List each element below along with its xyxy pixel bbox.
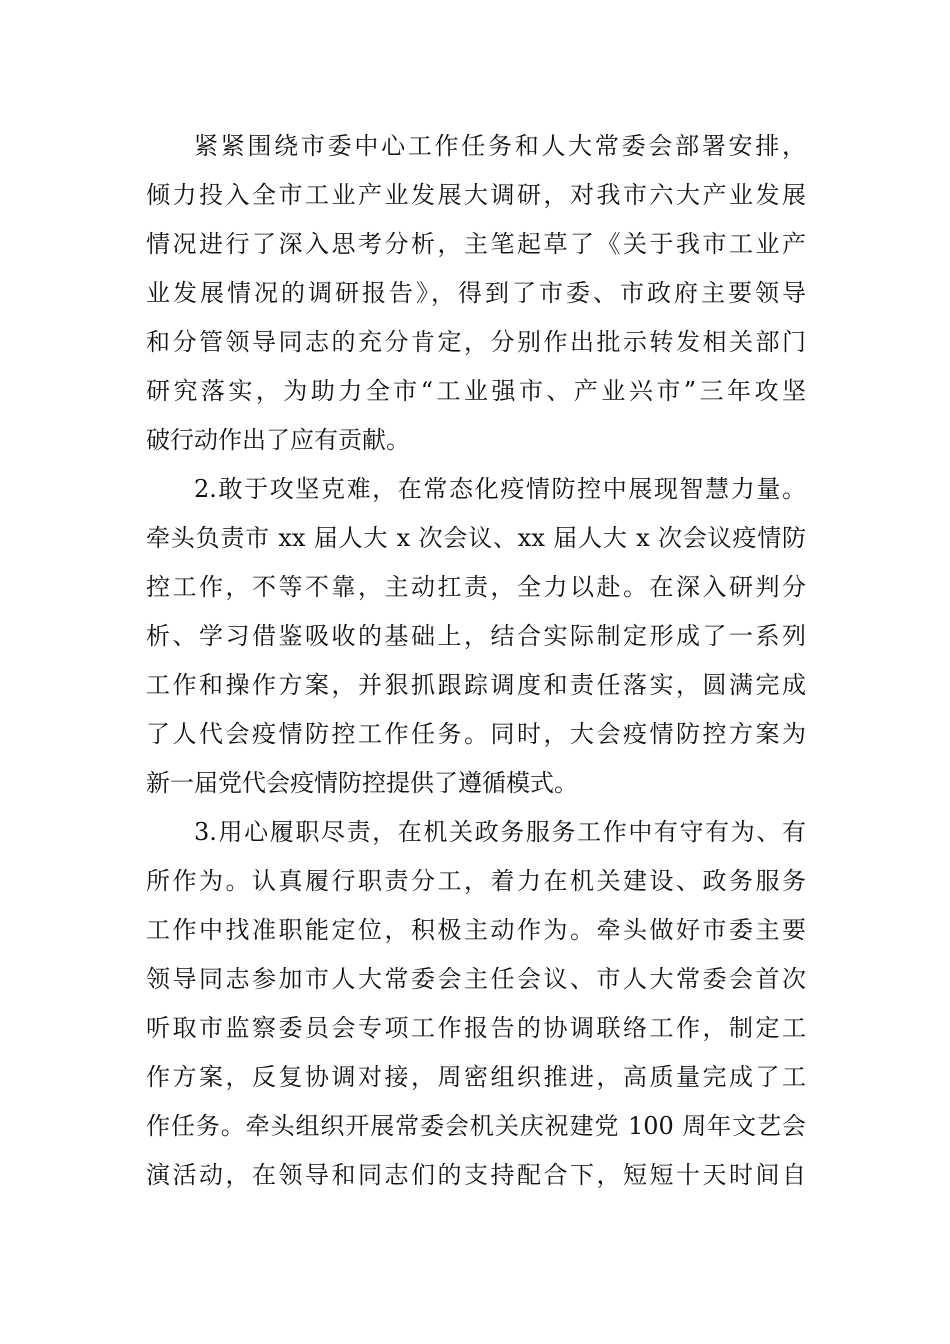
- paragraph-3-line-1: 3.用心履职尽责，在机关政务服务工作中有守有为、有: [194, 818, 806, 846]
- paragraph-2-line-3: 控工作，不等不靠，主动扛责，全力以赴。在深入研判分: [146, 573, 806, 601]
- paragraph-3-line-5: 听取市监察委员会专项工作报告的协调联络工作，制定工: [146, 1014, 806, 1042]
- paragraph-1-line-1: 紧紧围绕市委中心工作任务和人大常委会部署安排，: [194, 132, 806, 160]
- paragraph-3-line-8: 演活动，在领导和同志们的支持配合下，短短十天时间自: [146, 1161, 806, 1189]
- paragraph-3-line-7: 作任务。牵头组织开展常委会机关庆祝建党 100 周年文艺会: [146, 1112, 806, 1140]
- paragraph-1-line-6: 研究落实，为助力全市“工业强市、产业兴市”三年攻坚: [146, 377, 806, 405]
- paragraph-1-line-7: 破行动作出了应有贡献。: [146, 426, 410, 454]
- paragraph-1-line-5: 和分管领导同志的充分肯定，分别作出批示转发相关部门: [146, 328, 806, 356]
- document-body: [146, 122, 806, 1200]
- paragraph-2-line-4: 析、学习借鉴吸收的基础上，结合实际制定形成了一系列: [146, 622, 806, 650]
- paragraph-1-line-3: 情况进行了深入思考分析，主笔起草了《关于我市工业产: [146, 230, 806, 258]
- paragraph-3-line-6: 作方案，反复协调对接，周密组织推进，高质量完成了工: [146, 1063, 806, 1091]
- paragraph-3-line-2: 所作为。认真履行职责分工，着力在机关建设、政务服务: [146, 867, 806, 895]
- paragraph-1-line-4: 业发展情况的调研报告》，得到了市委、市政府主要领导: [146, 279, 806, 307]
- paragraph-3-line-3: 工作中找准职能定位，积极主动作为。牵头做好市委主要: [146, 916, 806, 944]
- paragraph-2-line-6: 了人代会疫情防控工作任务。同时，大会疫情防控方案为: [146, 720, 806, 748]
- paragraph-3-line-4: 领导同志参加市人大常委会主任会议、市人大常委会首次: [146, 965, 806, 993]
- paragraph-2-line-7: 新一届党代会疫情防控提供了遵循模式。: [146, 769, 578, 797]
- paragraph-2-line-1: 2.敢于攻坚克难，在常态化疫情防控中展现智慧力量。: [194, 475, 806, 503]
- paragraph-2-line-5: 工作和操作方案，并狠抓跟踪调度和责任落实，圆满完成: [146, 671, 806, 699]
- paragraph-1-line-2: 倾力投入全市工业产业发展大调研，对我市六大产业发展: [146, 181, 806, 209]
- paragraph-2-line-2: 牵头负责市 xx 届人大 x 次会议、xx 届人大 x 次会议疫情防: [146, 524, 806, 552]
